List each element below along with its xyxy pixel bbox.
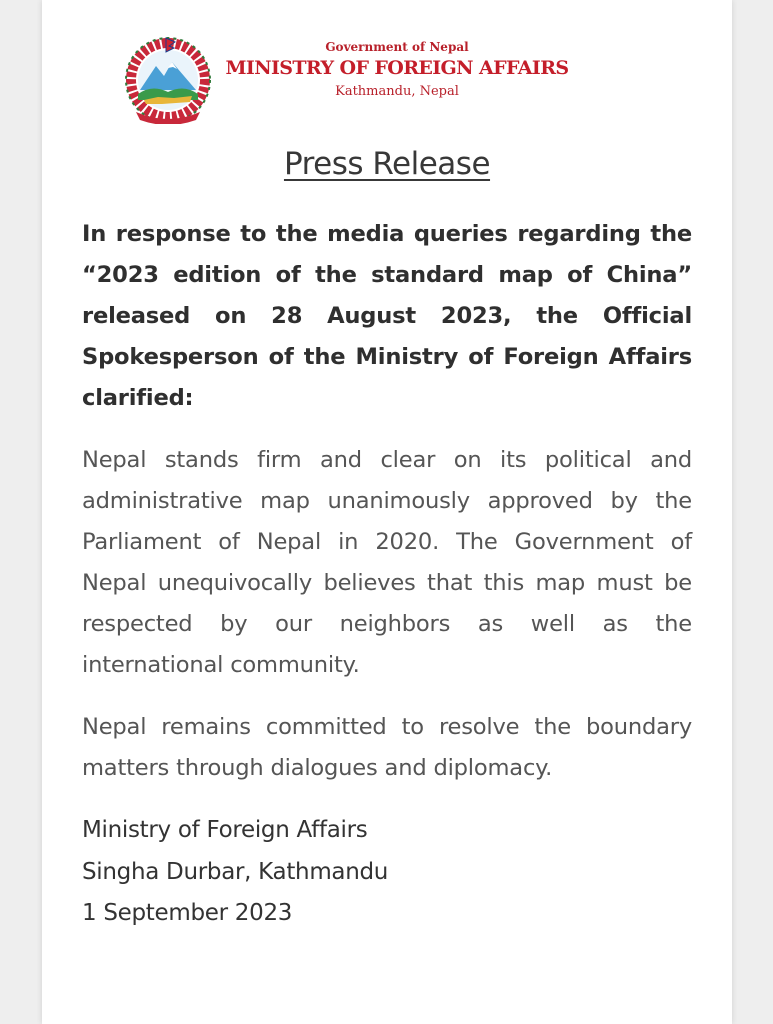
statement-paragraph: Nepal stands firm and clear on its political and administrative map unanimously approved by the Parliament of Nepal in 2020. The Government of Nepal unequivocally believes that this map must be respected by our neighbors as well as the international community. (82, 447, 692, 678)
signature-block (82, 810, 692, 935)
letterhead-text (212, 38, 582, 102)
document-page (42, 0, 732, 1024)
intro-paragraph: In response to the media queries regarding the “2023 edition of the standard map of China” released on 28 August 2023, the Official Spokesperson of the Ministry of Foreign Affairs clarified: (82, 221, 692, 411)
ministry-location: Kathmandu, Nepal (335, 84, 459, 99)
signature-date: 1 September 2023 (82, 900, 293, 926)
letterhead (42, 0, 732, 125)
signature-address: Singha Durbar, Kathmandu (82, 858, 389, 885)
government-label: Government of Nepal (325, 40, 469, 54)
nepal-emblem-icon (122, 34, 214, 124)
commitment-paragraph: Nepal remains committed to resolve the boundary matters through dialogues and diplomacy. (82, 714, 692, 781)
ministry-name: MINISTRY OF FOREIGN AFFAIRS (225, 57, 569, 79)
signature-office: Ministry of Foreign Affairs (82, 817, 368, 843)
page-title: Press Release (283, 146, 491, 182)
